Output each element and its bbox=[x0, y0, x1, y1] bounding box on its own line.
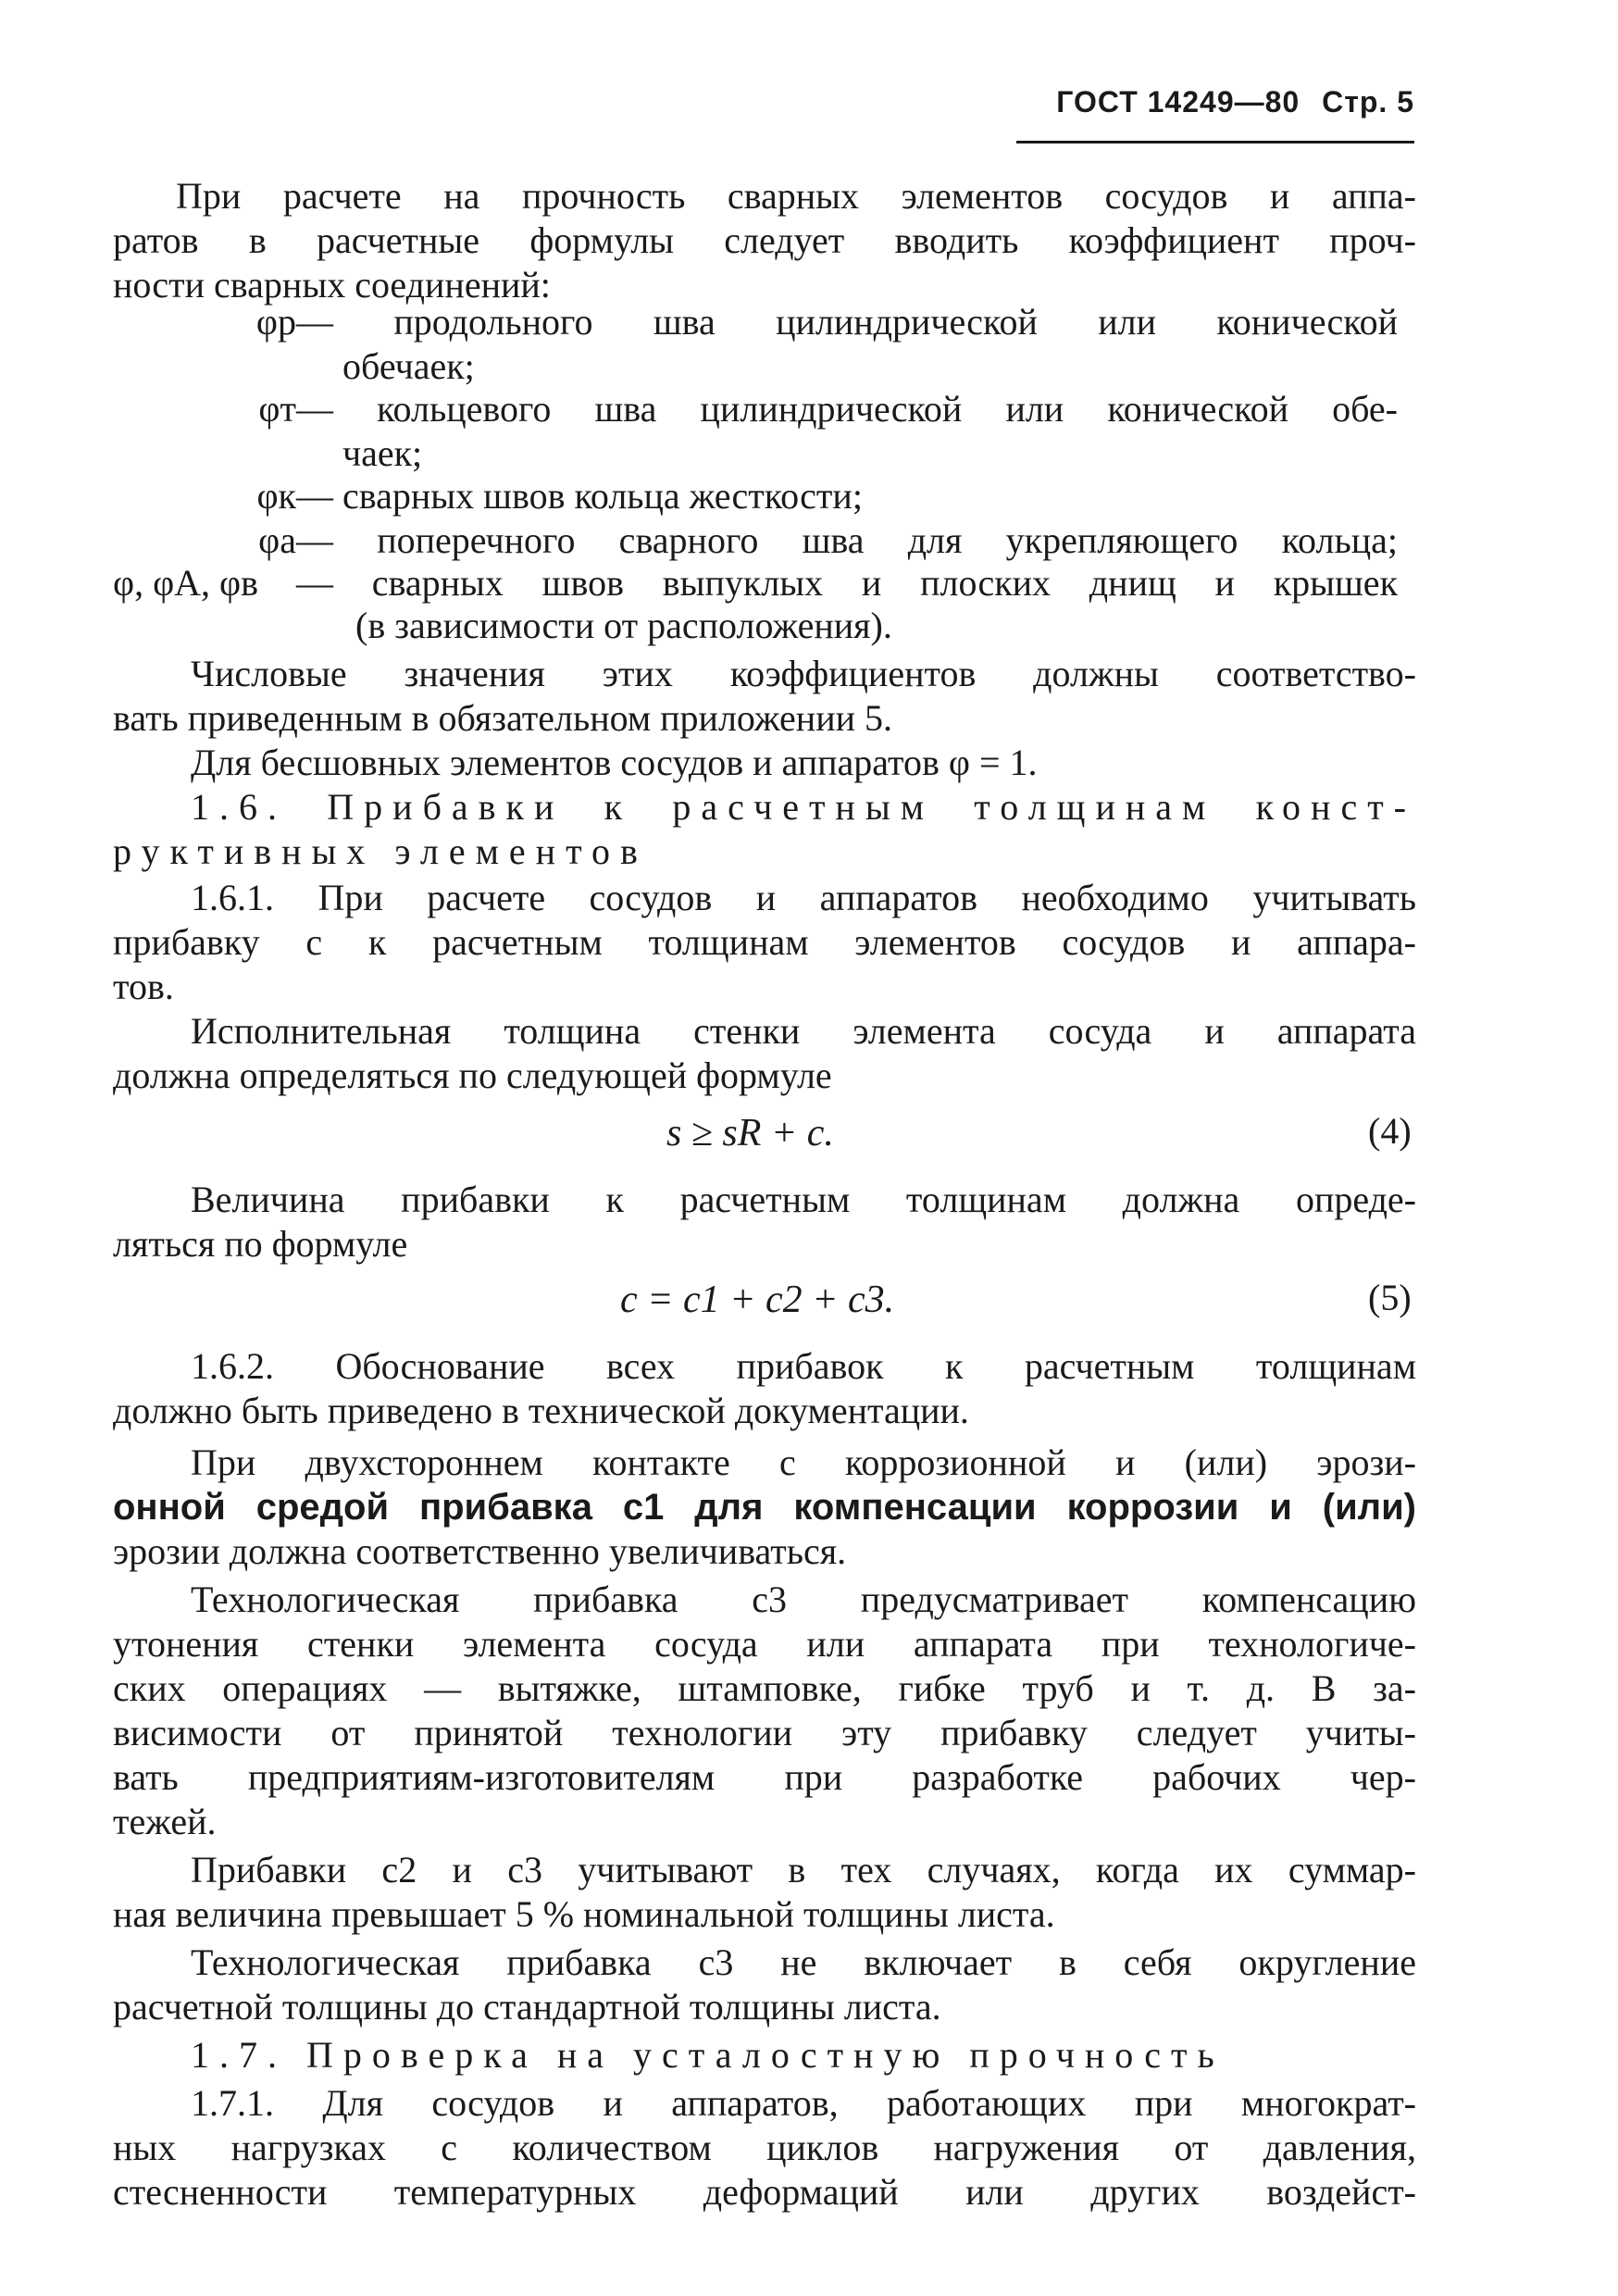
coefficient-symbol: φа bbox=[258, 519, 296, 561]
section-heading: 1.6. Прибавки к расчетным толщинам конст- bbox=[191, 786, 1416, 828]
text-line: чаек; bbox=[342, 432, 423, 474]
coefficient-symbol: φр bbox=[255, 301, 296, 343]
text-line: Технологическая прибавка c3 не включает в себя округление bbox=[191, 1941, 1416, 1983]
text-line: утонения стенки элемента сосуда или аппарата при технологиче- bbox=[113, 1623, 1416, 1665]
equation-number-4: (4) bbox=[1368, 1110, 1412, 1152]
text-line: ных нагрузках с количеством циклов нагружения от давления, bbox=[113, 2127, 1416, 2168]
text-line: Для бесшовных элементов сосудов и аппаратов φ = 1. bbox=[191, 742, 1038, 783]
coefficient-description: — поперечного сварного шва для укрепляющего кольца; bbox=[296, 519, 1398, 561]
coefficient-symbol: φт bbox=[258, 388, 296, 430]
text-line: Исполнительная толщина стенки элемента сосуда и аппарата bbox=[191, 1010, 1416, 1052]
coefficient-definition bbox=[113, 561, 1416, 605]
text-line: Величина прибавки к расчетным толщинам должна опреде- bbox=[191, 1179, 1416, 1220]
text-line: 1.6.1. При расчете сосудов и аппаратов необходимо учитывать bbox=[191, 877, 1416, 918]
coefficient-definition bbox=[213, 387, 1416, 431]
text-line: ляться по формуле bbox=[113, 1223, 408, 1265]
coefficient-definition bbox=[213, 518, 1416, 563]
text-line: При двухстороннем контакте с коррозионной и (или) эрози- bbox=[191, 1441, 1416, 1483]
text-line: 1.7.1. Для сосудов и аппаратов, работающих при многократ- bbox=[191, 2082, 1416, 2124]
formula-4: s ≥ sR + c. bbox=[666, 1112, 834, 1154]
text-line: ских операциях — вытяжке, штамповке, гибке труб и т. д. В за- bbox=[113, 1667, 1416, 1709]
page-number: Стр. 5 bbox=[1322, 85, 1414, 119]
text-line: 1.6.2. Обоснование всех прибавок к расчетным толщинам bbox=[191, 1345, 1416, 1387]
text-line: висимости от принятой технологии эту прибавку следует учиты- bbox=[113, 1712, 1416, 1753]
equation-number-5: (5) bbox=[1368, 1277, 1412, 1318]
coefficient-definition bbox=[213, 474, 863, 518]
coefficient-description: — кольцевого шва цилиндрической или конической обе- bbox=[296, 388, 1398, 430]
text-line: расчетной толщины до стандартной толщины листа. bbox=[113, 1986, 941, 2028]
coefficient-description: — сварных швов выпуклых и плоских днищ и крышек bbox=[296, 562, 1398, 604]
text-line: Числовые значения этих коэффициентов должны соответство- bbox=[191, 653, 1416, 694]
section-heading: 1.7. Проверка на усталостную прочность bbox=[191, 2034, 1225, 2076]
text-line: эрозии должна соответственно увеличиваться. bbox=[113, 1530, 847, 1572]
coefficient-symbol: φк bbox=[256, 475, 296, 517]
text-line: тежей. bbox=[113, 1801, 217, 1842]
text-line: (в зависимости от расположения). bbox=[355, 605, 892, 646]
standard-number: ГОСТ 14249—80 bbox=[1056, 85, 1301, 119]
coefficient-symbol: φ, φА, φв bbox=[113, 562, 259, 604]
text-line: прибавку c к расчетным толщинам элементов сосудов и аппара- bbox=[113, 921, 1416, 963]
text-line: При расчете на прочность сварных элементов сосудов и аппа- bbox=[176, 175, 1416, 217]
text-line: тов. bbox=[113, 966, 174, 1007]
text-line: Технологическая прибавка c3 предусматривает компенсацию bbox=[191, 1578, 1416, 1620]
text-line: вать предприятиям-изготовителям при разработке рабочих чер- bbox=[113, 1756, 1416, 1798]
section-heading: руктивных элементов bbox=[113, 830, 648, 872]
text-line: онной средой прибавка c1 для компенсации коррозии и (или) bbox=[113, 1487, 1416, 1528]
text-line: ности сварных соединений: bbox=[113, 264, 551, 306]
coefficient-description: — продольного шва цилиндрической или конической bbox=[296, 301, 1398, 343]
text-line: вать приведенным в обязательном приложении 5. bbox=[113, 697, 893, 739]
text-line: стесненности температурных деформаций или других воздейст- bbox=[113, 2171, 1416, 2213]
formula-5: c = c1 + c2 + c3. bbox=[620, 1279, 895, 1321]
coefficient-description: — сварных швов кольца жесткости; bbox=[296, 475, 863, 517]
text-line: должна определяться по следующей формуле bbox=[113, 1054, 832, 1096]
coefficient-definition bbox=[213, 300, 1416, 344]
page-header bbox=[1016, 85, 1414, 144]
text-line: Прибавки c2 и c3 учитывают в тех случаях, когда их суммар- bbox=[191, 1849, 1416, 1890]
text-line: обечаек; bbox=[342, 345, 475, 387]
text-line: ратов в расчетные формулы следует вводить коэффициент проч- bbox=[113, 219, 1416, 261]
text-line: должно быть приведено в технической документации. bbox=[113, 1390, 969, 1431]
text-line: ная величина превышает 5 % номинальной толщины листа. bbox=[113, 1893, 1055, 1935]
